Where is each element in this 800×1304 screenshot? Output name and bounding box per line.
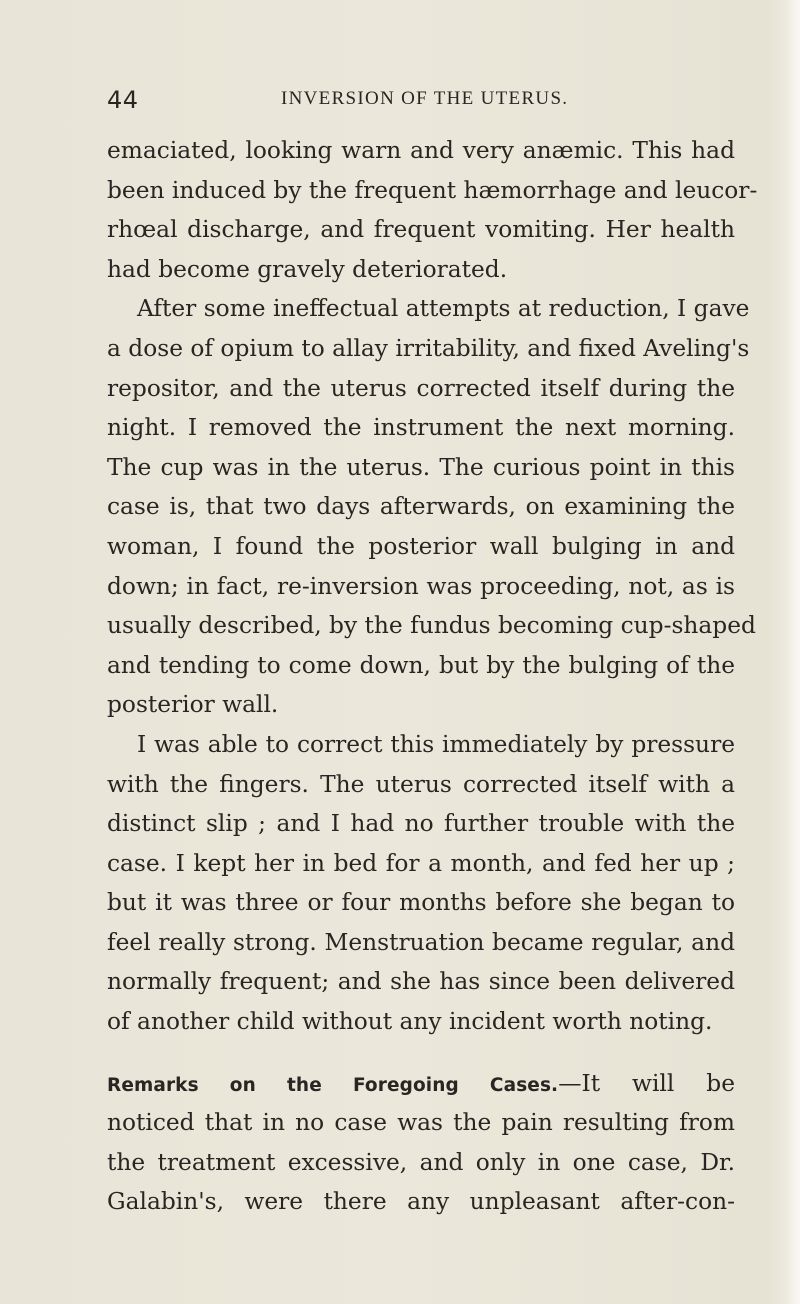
text-line: with the fingers. The uterus corrected itself with a	[107, 770, 735, 798]
page-number: 44	[107, 86, 139, 114]
remarks-heading: Remarks on the Foregoing Cases.	[107, 1074, 559, 1096]
body-text	[107, 131, 758, 1222]
text-line: of another child without any incident worth noting.	[107, 1008, 713, 1036]
page-header	[107, 86, 707, 116]
remarks-first-line-text: —It will be	[558, 1069, 735, 1097]
text-line: repositor, and the uterus corrected itself during the	[107, 374, 735, 402]
text-line: case is, that two days afterwards, on examining the	[107, 493, 735, 521]
text-line: The cup was in the uterus. The curious point in this	[107, 453, 735, 481]
remarks-first-line	[107, 1064, 735, 1104]
text-line: Galabin's, were there any unpleasant after-con-	[107, 1188, 735, 1216]
running-head: INVERSION OF THE UTERUS.	[281, 88, 569, 109]
page-edge-highlight	[786, 0, 800, 1304]
text-line: feel really strong. Menstruation became regular, and	[107, 928, 735, 956]
text-line: I was able to correct this immediately by pressure	[137, 730, 735, 758]
text-line: normally frequent; and she has since been delivered	[107, 968, 735, 996]
text-line: had become gravely deteriorated.	[107, 255, 508, 283]
text-line: down; in fact, re-inversion was proceeding, not, as is	[107, 572, 735, 600]
text-line: a dose of opium to allay irritability, and fixed Aveling's	[107, 334, 750, 362]
text-line: distinct slip ; and I had no further trouble with the	[107, 810, 735, 838]
text-line: woman, I found the posterior wall bulging in and	[107, 532, 735, 560]
section-spacer	[107, 1042, 735, 1064]
text-line: the treatment excessive, and only in one case, Dr.	[107, 1148, 735, 1176]
text-line: night. I removed the instrument the next morning.	[107, 414, 735, 442]
text-line: but it was three or four months before she began to	[107, 889, 735, 917]
text-line: emaciated, looking warn and very anæmic. This had	[107, 137, 735, 164]
text-line: been induced by the frequent hæmorrhage and leucor-	[107, 176, 758, 204]
text-line: After some ineffectual attempts at reduction, I gave	[137, 295, 750, 323]
text-line: and tending to come down, but by the bulging of the	[107, 651, 735, 679]
text-line: case. I kept her in bed for a month, and fed her up ;	[107, 849, 735, 877]
text-line: rhœal discharge, and frequent vomiting. Her health	[107, 216, 735, 244]
text-line: posterior wall.	[107, 691, 279, 719]
text-line: usually described, by the fundus becoming cup-shaped	[107, 612, 756, 640]
text-line: noticed that in no case was the pain resulting from	[107, 1109, 735, 1137]
